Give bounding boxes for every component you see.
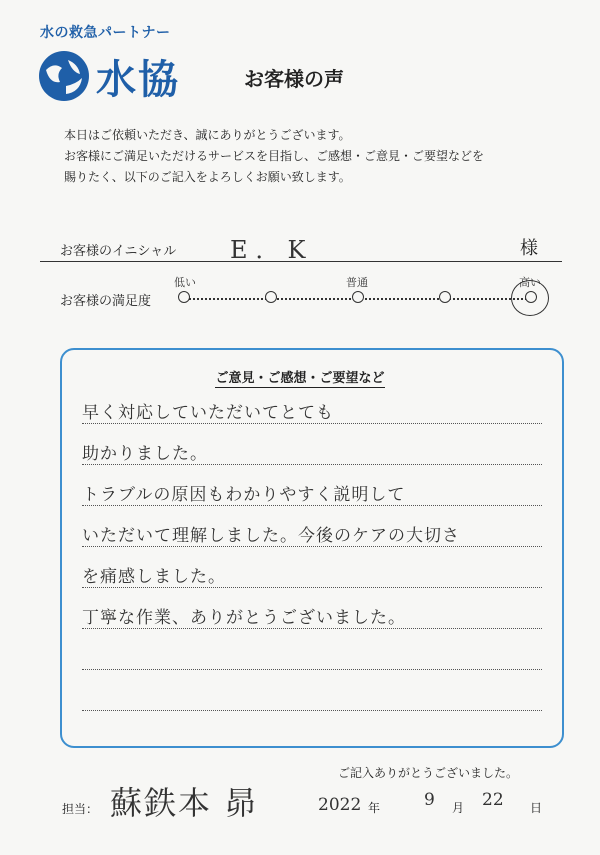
- ruled-line: [82, 546, 542, 547]
- scale-mid-label: 普通: [346, 276, 368, 289]
- company-tagline: 水の救急パートナー: [40, 25, 171, 41]
- comment-line: 丁寧な作業、ありがとうございました。: [82, 608, 406, 628]
- scale-option-1: [178, 291, 190, 303]
- brand-name: 水協: [96, 56, 180, 103]
- satisfaction-label: お客様の満足度: [60, 294, 152, 309]
- date-month: 9: [424, 790, 435, 810]
- scale-option-3: [352, 291, 364, 303]
- date-month-unit: 月: [452, 801, 465, 815]
- page-title: お客様の声: [244, 67, 344, 91]
- initials-label: お客様のイニシャル: [60, 244, 177, 259]
- ruled-line: [82, 628, 542, 629]
- ruled-line: [82, 587, 542, 588]
- comment-line: 助かりました。: [82, 444, 208, 464]
- date-day-unit: 日: [530, 801, 543, 815]
- intro-text: [64, 125, 484, 188]
- comments-title: ご意見・ご感想・ご要望など: [0, 367, 600, 388]
- intro-line: 本日はご依頼いただき、誠にありがとうございます。: [64, 128, 351, 142]
- comment-line: 早く対応していただいてとても: [82, 403, 334, 423]
- ruled-line: [82, 464, 542, 465]
- initials-suffix: 様: [520, 238, 538, 259]
- date-day: 22: [482, 790, 504, 810]
- ruled-line: [82, 710, 542, 711]
- comment-line: を痛感しました。: [82, 567, 226, 587]
- scale-low-label: 低い: [174, 276, 196, 289]
- water-drop-logo-icon: [36, 48, 92, 104]
- scale-option-4: [439, 291, 451, 303]
- ruled-line: [82, 423, 542, 424]
- initials-underline: [40, 261, 562, 262]
- staff-name: 蘇鉄本 昴: [110, 784, 259, 822]
- date-year: 2022: [318, 795, 362, 815]
- comment-line: いただいて理解しました。今後のケアの大切さ: [82, 526, 460, 546]
- thanks-message: ご記入ありがとうございました。: [338, 766, 519, 780]
- intro-line: 賜りたく、以下のご記入をよろしくお願い致します。: [64, 170, 351, 184]
- date-year-unit: 年: [368, 801, 381, 815]
- scale-option-2: [265, 291, 277, 303]
- scale-high-label: 高い: [519, 276, 541, 289]
- selected-level-circle: [511, 280, 549, 316]
- staff-label: 担当：: [62, 802, 99, 816]
- intro-line: お客様にご満足いただけるサービスを目指し、ご感想・ご意見・ご要望などを: [64, 149, 485, 163]
- initials-value: E．K: [230, 236, 314, 264]
- comment-line: トラブルの原因もわかりやすく説明して: [82, 485, 406, 505]
- ruled-line: [82, 669, 542, 670]
- ruled-line: [82, 505, 542, 506]
